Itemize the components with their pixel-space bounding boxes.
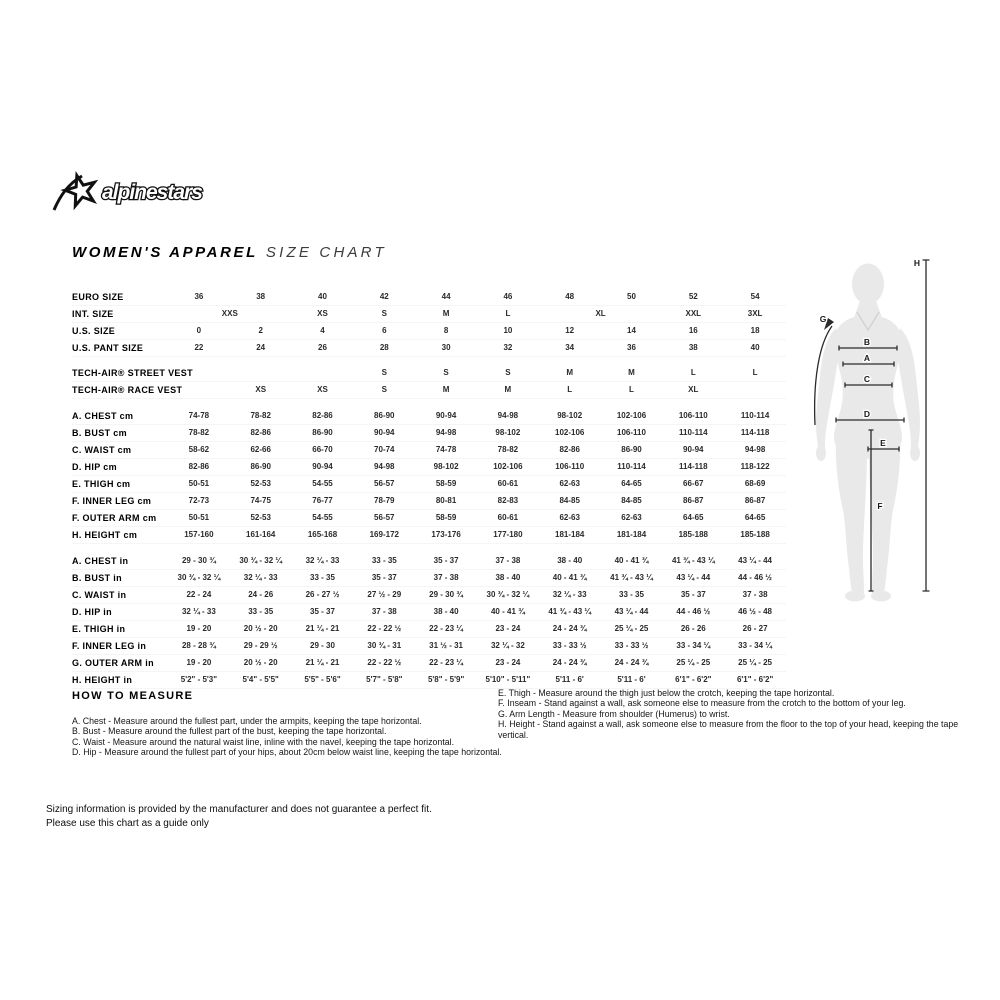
table-cell: M: [504, 385, 512, 394]
table-cell: 94-98: [497, 411, 519, 420]
body-silhouette: [816, 264, 920, 602]
table-cell: 90-94: [374, 428, 395, 437]
table-row: [72, 621, 786, 638]
table-cell: L: [567, 385, 573, 394]
brand-logo-text: alpinestars: [102, 181, 202, 204]
table-cell: 40 - 41 ¾: [614, 556, 649, 565]
table-cell: 86-90: [374, 411, 395, 420]
table-cell: 50-51: [188, 513, 210, 522]
table-cell: 4: [320, 326, 325, 335]
table-cell: 28: [379, 343, 389, 352]
disclaimer-line-2: Please use this chart as a guide only: [46, 817, 209, 829]
table-cell: 20 ½ - 20: [243, 658, 278, 667]
table-cell: 106-110: [678, 411, 708, 420]
table-cell: 29 - 29 ½: [243, 641, 278, 650]
row-label: U.S. PANT SIZE: [72, 343, 144, 353]
table-row: [72, 672, 786, 689]
measure-item: G. Arm Length - Measure from shoulder (Humerus) to wrist.: [498, 708, 730, 719]
table-cell: 30 ¾ - 32 ¼: [239, 556, 283, 565]
measure-item: D. Hip - Measure around the fullest part of your hips, about 20cm below waist line, keeping the tape horizontal.: [72, 747, 502, 758]
table-cell: 35 - 37: [310, 607, 335, 616]
table-row: [72, 289, 786, 306]
table-cell: 169-172: [369, 530, 399, 539]
row-label: B. BUST cm: [72, 428, 128, 438]
figure-label-hip: D: [863, 409, 871, 419]
table-cell: 64-65: [744, 513, 766, 522]
table-cell: 46 ½ - 48: [738, 607, 772, 616]
table-cell: 20 ½ - 20: [243, 624, 278, 633]
table-cell: 40 - 41 ¾: [490, 607, 525, 616]
table-section-sizes: [72, 289, 786, 357]
table-cell: 26 - 27 ½: [305, 590, 340, 599]
table-row: [72, 527, 786, 544]
table-cell: 38 - 40: [495, 573, 521, 582]
table-cell: 78-82: [250, 411, 271, 420]
table-cell: 36: [194, 292, 204, 301]
table-cell: 46: [503, 292, 513, 301]
row-label: INT. SIZE: [72, 309, 114, 319]
table-cell: 26: [318, 343, 327, 352]
table-cell: 38 - 40: [557, 556, 583, 565]
measure-list-right: [498, 688, 963, 740]
table-row: [72, 587, 786, 604]
table-row: [72, 425, 786, 442]
table-row: [72, 553, 786, 570]
table-cell: 21 ¼ - 21: [305, 658, 340, 667]
table-cell: 54-55: [312, 479, 333, 488]
table-cell: [724, 382, 786, 398]
row-label: EURO SIZE: [72, 292, 124, 302]
figure-label-chest: A: [863, 353, 871, 363]
table-row: [72, 638, 786, 655]
table-cell: XL: [688, 385, 699, 394]
table-cell: 82-83: [497, 496, 519, 505]
table-cell: S: [381, 309, 387, 318]
table-cell: 82-86: [250, 428, 271, 437]
table-cell: 32: [503, 343, 513, 352]
table-cell: 82-86: [559, 445, 580, 454]
table-cell: 90-94: [435, 411, 457, 420]
table-cell: 33 - 34 ¼: [738, 641, 772, 650]
table-cell: 22 - 22 ½: [367, 658, 402, 667]
table-cell: 56-57: [374, 513, 395, 522]
table-section-tech-air: [72, 365, 786, 399]
row-label: D. HIP in: [72, 607, 112, 617]
table-section-inches: [72, 553, 786, 689]
table-cell: M: [628, 368, 635, 377]
table-cell: 3XL: [747, 309, 763, 318]
row-label: F. INNER LEG in: [72, 641, 147, 651]
figure-label-thigh: E: [880, 438, 886, 448]
figure-label-arm: G: [819, 314, 827, 324]
table-cell: 86-90: [621, 445, 642, 454]
table-cell: 177-180: [493, 530, 523, 539]
row-label: C. WAIST cm: [72, 445, 132, 455]
table-cell: [168, 365, 230, 381]
table-cell: 37 - 38: [433, 573, 459, 582]
table-cell: 58-62: [188, 445, 210, 454]
figure-label-bust: B: [863, 337, 871, 347]
table-row: [72, 655, 786, 672]
table-cell: 33 - 33 ½: [614, 641, 649, 650]
row-label: TECH-AIR® RACE VEST: [72, 385, 183, 395]
table-row: [72, 604, 786, 621]
table-cell: 62-66: [250, 445, 271, 454]
table-cell: 60-61: [497, 479, 519, 488]
table-cell: 181-184: [555, 530, 585, 539]
table-cell: 5'11 - 6': [555, 675, 584, 684]
table-cell: [168, 382, 230, 398]
table-cell: 86-87: [683, 496, 704, 505]
table-cell: 52-53: [250, 513, 271, 522]
table-cell: 64-65: [621, 479, 642, 488]
table-cell: 110-114: [617, 462, 646, 471]
table-cell: 30: [441, 343, 451, 352]
table-cell: 22 - 23 ¼: [429, 624, 463, 633]
table-cell: 106-110: [617, 428, 646, 437]
table-cell: 98-102: [495, 428, 521, 437]
table-cell: 114-118: [740, 428, 770, 437]
table-cell: 32 ¼ - 32: [490, 641, 525, 650]
size-table: [72, 289, 786, 689]
table-cell: 102-106: [493, 462, 523, 471]
row-label: E. THIGH cm: [72, 479, 131, 489]
table-cell: 30 ¾ - 31: [367, 641, 402, 650]
row-label: G. OUTER ARM in: [72, 658, 154, 668]
table-cell: 6'1" - 6'2": [675, 675, 712, 684]
height-line: [923, 260, 930, 591]
row-label: F. OUTER ARM cm: [72, 513, 157, 523]
table-cell: 5'5" - 5'6": [304, 675, 341, 684]
table-row: [72, 323, 786, 340]
table-cell: 27 ½ - 29: [367, 590, 402, 599]
table-cell: 38: [688, 343, 698, 352]
table-cell: 22 - 24: [186, 590, 212, 599]
table-cell: XXL: [685, 309, 702, 318]
table-cell: L: [505, 309, 511, 318]
table-cell: 37 - 38: [371, 607, 397, 616]
table-cell: 74-78: [435, 445, 457, 454]
table-cell: 41 ¾ - 43 ¼: [548, 607, 592, 616]
table-cell: 8: [443, 326, 449, 335]
table-cell: 22: [194, 343, 204, 352]
table-cell: 21 ¼ - 21: [305, 624, 340, 633]
table-cell: 36: [627, 343, 636, 352]
table-cell: 25 ¼ - 25: [738, 658, 772, 667]
table-cell: 32 ¼ - 33: [305, 556, 340, 565]
measure-list-left: [72, 716, 502, 758]
table-cell: 44 - 46 ½: [738, 573, 772, 582]
table-cell: XS: [317, 385, 328, 394]
table-row: [72, 340, 786, 357]
measure-item: E. Thigh - Measure around the thigh just below the crotch, keeping the tape horizontal.: [498, 688, 835, 698]
table-cell: 12: [565, 326, 575, 335]
table-cell: 66-70: [312, 445, 333, 454]
table-cell: 32 ¼ - 33: [243, 573, 278, 582]
table-cell: 66-67: [683, 479, 704, 488]
table-cell: 30 ¾ - 32 ¼: [177, 573, 221, 582]
table-row: [72, 570, 786, 587]
table-cell: 24 - 26: [248, 590, 274, 599]
table-cell: 41 ¾ - 43 ¼: [610, 573, 653, 582]
table-cell: 165-168: [307, 530, 338, 539]
row-label: U.S. SIZE: [72, 326, 116, 336]
table-cell: 74-75: [250, 496, 271, 505]
table-row: [72, 306, 786, 323]
table-cell: 43 ¼ - 44: [676, 573, 711, 582]
table-cell: 18: [750, 326, 760, 335]
table-cell: 74-78: [188, 411, 210, 420]
table-cell: XS: [317, 309, 328, 318]
table-row: [72, 459, 786, 476]
table-cell: 86-87: [744, 496, 766, 505]
row-label: D. HIP cm: [72, 462, 117, 472]
table-cell: 26 - 26: [680, 624, 706, 633]
table-cell: 26 - 27: [742, 624, 768, 633]
table-cell: 58-59: [435, 479, 457, 488]
table-cell: 0: [196, 326, 202, 335]
table-cell: 94-98: [744, 445, 766, 454]
table-cell: 78-82: [497, 445, 519, 454]
table-cell: 52: [688, 292, 698, 301]
table-cell: 30 ¾ - 32 ¼: [486, 590, 530, 599]
table-cell: 84-85: [559, 496, 580, 505]
table-cell: 29 - 30 ¾: [429, 590, 463, 599]
table-cell: 48: [565, 292, 575, 301]
table-cell: 62-63: [559, 513, 580, 522]
table-cell: 60-61: [497, 513, 519, 522]
table-cell: 62-63: [559, 479, 580, 488]
table-cell: 33 - 35: [310, 573, 335, 582]
table-section-centimeters: [72, 408, 786, 544]
table-cell: 33 - 35: [619, 590, 644, 599]
table-cell: 54-55: [312, 513, 333, 522]
table-cell: 72-73: [188, 496, 210, 505]
table-row: [72, 510, 786, 527]
table-cell: 5'4" - 5'5": [242, 675, 279, 684]
table-cell: 40 - 41 ¾: [552, 573, 587, 582]
row-label: H. HEIGHT cm: [72, 530, 138, 540]
table-cell: 157-160: [184, 530, 214, 539]
table-cell: 78-82: [188, 428, 210, 437]
table-cell: 24 - 24 ¾: [552, 624, 587, 633]
table-cell: 14: [627, 326, 636, 335]
table-cell: 40: [750, 343, 760, 352]
table-cell: 90-94: [312, 462, 333, 471]
table-cell: 82-86: [188, 462, 210, 471]
table-cell: 78-79: [374, 496, 395, 505]
table-cell: 37 - 38: [742, 590, 768, 599]
row-label: H. HEIGHT in: [72, 675, 133, 685]
table-cell: 35 - 37: [680, 590, 706, 599]
table-cell: 110-114: [679, 428, 708, 437]
table-cell: XXS: [221, 309, 238, 318]
table-cell: 32 ¼ - 33: [552, 590, 587, 599]
disclaimer: [46, 803, 432, 830]
table-cell: 33 - 33 ½: [552, 641, 587, 650]
table-cell: 5'2" - 5'3": [180, 675, 218, 684]
row-label: B. BUST in: [72, 573, 122, 583]
table-cell: 41 ¾ - 43 ¼: [671, 556, 715, 565]
table-cell: 54: [750, 292, 760, 301]
row-label: A. CHEST in: [72, 556, 129, 566]
page-title-primary: WOMEN'S APPAREL: [72, 244, 258, 261]
table-cell: 56-57: [374, 479, 395, 488]
how-to-measure-heading: HOW TO MEASURE: [72, 690, 194, 702]
table-cell: 35 - 37: [371, 573, 397, 582]
table-cell: XS: [255, 385, 267, 394]
table-cell: 50-51: [188, 479, 210, 488]
measure-item: A. Chest - Measure around the fullest part, under the armpits, keeping the tape horizontal.: [72, 716, 422, 726]
measure-item: C. Waist - Measure around the natural waist line, inline with the navel, keeping the tape horizontal.: [72, 736, 455, 747]
page-title-secondary: SIZE CHART: [265, 244, 387, 261]
table-cell: 24 - 24 ¾: [614, 658, 649, 667]
table-cell: 35 - 37: [433, 556, 459, 565]
figure-label-inseam: F: [877, 501, 883, 511]
table-cell: 86-90: [250, 462, 271, 471]
table-cell: 102-106: [555, 428, 585, 437]
table-cell: 25 ¼ - 25: [676, 658, 711, 667]
table-cell: 181-184: [616, 530, 647, 539]
table-cell: 173-176: [431, 530, 461, 539]
row-label: F. INNER LEG cm: [72, 496, 152, 506]
table-cell: 94-98: [435, 428, 457, 437]
page-title: [72, 244, 387, 262]
table-cell: 16: [688, 326, 698, 335]
table-cell: 6: [382, 326, 387, 335]
table-cell: [230, 365, 292, 381]
table-cell: 10: [503, 326, 513, 335]
table-cell: 23 - 24: [495, 624, 521, 633]
table-cell: 40: [318, 292, 327, 301]
table-cell: 34: [565, 343, 575, 352]
table-cell: 82-86: [312, 411, 333, 420]
table-cell: 43 ¼ - 44: [738, 556, 772, 565]
figure-label-waist: C: [863, 374, 871, 384]
table-cell: 2: [258, 326, 263, 335]
table-cell: 62-63: [621, 513, 642, 522]
table-cell: 98-102: [433, 462, 459, 471]
table-cell: 70-74: [374, 445, 395, 454]
measure-item: H. Height - Stand against a wall, ask someone else to measure from the floor to the top of your head, keeping the tape vertical.: [498, 719, 959, 740]
table-cell: 25 ¼ - 25: [614, 624, 649, 633]
table-cell: S: [381, 368, 387, 377]
table-cell: 38: [256, 292, 266, 301]
table-cell: 5'8" - 5'9": [427, 675, 465, 684]
table-cell: L: [690, 368, 696, 377]
table-cell: XL: [595, 309, 606, 318]
table-cell: 5'7" - 5'8": [366, 675, 403, 684]
table-cell: 94-98: [374, 462, 395, 471]
table-cell: 32 ¼ - 33: [181, 607, 216, 616]
table-cell: 68-69: [744, 479, 766, 488]
table-cell: 19 - 20: [186, 624, 212, 633]
table-cell: 44 - 46 ½: [676, 607, 711, 616]
measurement-figure: [810, 248, 990, 610]
table-cell: 24 - 24 ¾: [552, 658, 587, 667]
table-cell: S: [381, 385, 387, 394]
alpinestars-star-icon: [54, 172, 99, 210]
table-cell: 42: [379, 292, 389, 301]
table-cell: 76-77: [312, 496, 333, 505]
row-label: E. THIGH in: [72, 624, 126, 634]
table-cell: 33 - 34 ¼: [676, 641, 711, 650]
table-cell: M: [566, 368, 574, 377]
table-cell: 38 - 40: [433, 607, 459, 616]
table-cell: 58-59: [435, 513, 457, 522]
table-cell: 33 - 35: [248, 607, 274, 616]
table-cell: 37 - 38: [495, 556, 521, 565]
table-cell: 118-122: [740, 462, 770, 471]
table-cell: 19 - 20: [186, 658, 212, 667]
table-cell: 5'11 - 6': [617, 675, 646, 684]
brand-logo: [50, 166, 230, 220]
table-cell: 28 - 28 ¾: [181, 641, 216, 650]
table-cell: 33 - 35: [371, 556, 397, 565]
table-cell: 84-85: [621, 496, 642, 505]
table-cell: S: [443, 368, 449, 377]
table-cell: 22 - 23 ¼: [429, 658, 463, 667]
table-row: [72, 442, 786, 459]
table-cell: S: [505, 368, 511, 377]
table-cell: 44: [441, 292, 451, 301]
table-row: [72, 365, 786, 382]
table-cell: 29 - 30 ¾: [181, 556, 216, 565]
table-cell: 22 - 22 ½: [367, 624, 402, 633]
table-cell: 86-90: [312, 428, 333, 437]
row-label: C. WAIST in: [72, 590, 127, 600]
table-cell: 106-110: [555, 462, 585, 471]
table-cell: 52-53: [250, 479, 271, 488]
table-row: [72, 476, 786, 493]
disclaimer-line-1: Sizing information is provided by the manufacturer and does not guarantee a perfect fit.: [46, 804, 432, 815]
measure-item: B. Bust - Measure around the fullest part of the bust, keeping the tape horizontal.: [72, 726, 387, 737]
table-cell: 185-188: [740, 530, 770, 539]
table-cell: L: [629, 385, 634, 394]
table-cell: 98-102: [557, 411, 583, 420]
table-cell: 80-81: [435, 496, 457, 505]
table-cell: 5'10" - 5'11": [485, 675, 531, 684]
table-cell: 114-118: [679, 462, 708, 471]
table-cell: 31 ½ - 31: [429, 641, 463, 650]
table-cell: L: [752, 368, 758, 377]
table-row: [72, 382, 786, 399]
table-cell: 29 - 30: [310, 641, 335, 650]
table-cell: 6'1" - 6'2": [736, 675, 774, 684]
table-cell: M: [442, 385, 450, 394]
row-label: A. CHEST cm: [72, 411, 134, 421]
table-cell: [292, 365, 354, 381]
table-row: [72, 408, 786, 425]
row-label: TECH-AIR® STREET VEST: [72, 368, 193, 378]
table-cell: 90-94: [683, 445, 704, 454]
table-cell: 161-164: [246, 530, 276, 539]
table-cell: 43 ¼ - 44: [614, 607, 649, 616]
table-cell: 64-65: [683, 513, 704, 522]
table-cell: 110-114: [740, 411, 770, 420]
table-cell: 185-188: [678, 530, 708, 539]
table-cell: 102-106: [616, 411, 647, 420]
measure-item: F. Inseam - Stand against a wall, ask someone else to measure from the crotch to the bottom of your leg.: [498, 698, 906, 709]
figure-label-height: H: [913, 258, 921, 268]
table-cell: 24: [256, 343, 266, 352]
table-row: [72, 493, 786, 510]
table-cell: 50: [627, 292, 636, 301]
table-cell: 23 - 24: [495, 658, 521, 667]
table-cell: M: [442, 309, 450, 318]
